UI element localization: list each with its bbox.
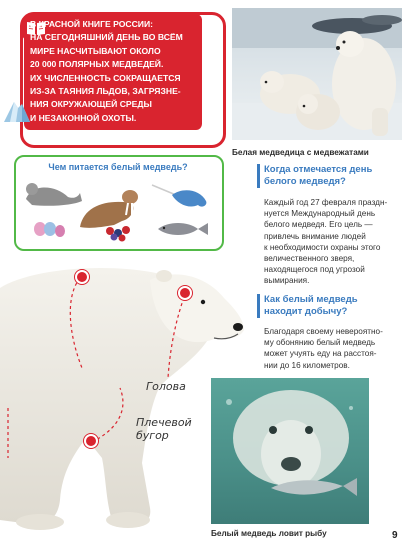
text-line: нуется Международный день [264, 209, 376, 219]
red-book-line: НИЯ ОКРУЖАЮЩЕЙ СРЕДЫ [30, 99, 152, 110]
label-line: Плечевой [136, 416, 192, 429]
diet-illustrations [22, 175, 216, 243]
text-line: привлечь внимание людей [264, 231, 366, 241]
marker-dot-back [75, 270, 89, 284]
question-line: Как белый медведь [264, 294, 358, 305]
question-marker [257, 164, 260, 188]
photo-bear-catching-fish [211, 378, 369, 524]
label-head: Голова [146, 380, 186, 393]
narwhal-icon [152, 185, 206, 207]
red-book-line: И НЕЗАКОННОЙ ОХОТЫ. [30, 112, 137, 123]
red-book-line: 20 000 ПОЛЯРНЫХ МЕДВЕДЕЙ. [30, 59, 164, 70]
question-marker [257, 294, 260, 318]
answer-day-text [264, 197, 410, 287]
question-line: Когда отмечается день [264, 164, 373, 175]
berries-icon [106, 226, 130, 242]
label-shoulder [136, 416, 192, 442]
marker-dot-head [178, 286, 192, 300]
red-book-line: ИЗ-ЗА ТАЯНИЯ ЛЬДОВ, ЗАГРЯЗНЕ- [30, 86, 181, 97]
seal-icon [26, 183, 82, 206]
label-line: бугор [136, 429, 169, 442]
question-day-heading [264, 164, 404, 188]
text-line: му обонянию белый медведь [264, 338, 376, 348]
fish-icon [158, 223, 208, 235]
caption-top-photo: Белая медведица с медвежатами [232, 148, 369, 157]
text-line: вымирания. [264, 276, 310, 286]
red-book-line: В КРАСНОЙ КНИГЕ РОССИИ: [30, 19, 154, 29]
page-number: 9 [392, 530, 398, 541]
text-line: величественного зверя, [264, 254, 355, 264]
red-book-line: НА СЕГОДНЯШНИЙ ДЕНЬ ВО ВСЁМ [30, 32, 183, 43]
text-line: Благодаря своему невероятно- [264, 327, 383, 336]
question-prey-heading [264, 294, 404, 318]
photo-bear-with-cubs [232, 8, 402, 140]
question-line: находит добычу? [264, 306, 348, 317]
text-line: может учуять еду на расстоя- [264, 349, 377, 359]
diet-title: Чем питается белый медведь? [48, 162, 188, 172]
walrus-icon [80, 190, 138, 228]
caption-bottom-photo: Белый медведь ловит рыбу [211, 529, 327, 538]
red-book-line: ИХ ЧИСЛЕННОСТЬ СОКРАЩАЕТСЯ [30, 72, 181, 83]
text-line: Каждый год 27 февраля праздн- [264, 198, 388, 207]
marker-dot-shoulder [84, 434, 98, 448]
answer-prey-text [264, 326, 410, 371]
text-line: к необходимости охраны этого [264, 242, 381, 252]
iceberg-icon [2, 98, 32, 124]
eggs-icon [34, 222, 65, 237]
red-book-line: МИРЕ НАСЧИТЫВАЮТ ОКОЛО [30, 45, 161, 56]
question-line: белого медведя? [264, 176, 346, 187]
red-book-text [30, 18, 202, 125]
text-line: находящегося под угрозой [264, 265, 365, 275]
text-line: нии до 16 километров. [264, 360, 350, 370]
text-line: белого медведя. Его цель — [264, 220, 373, 230]
